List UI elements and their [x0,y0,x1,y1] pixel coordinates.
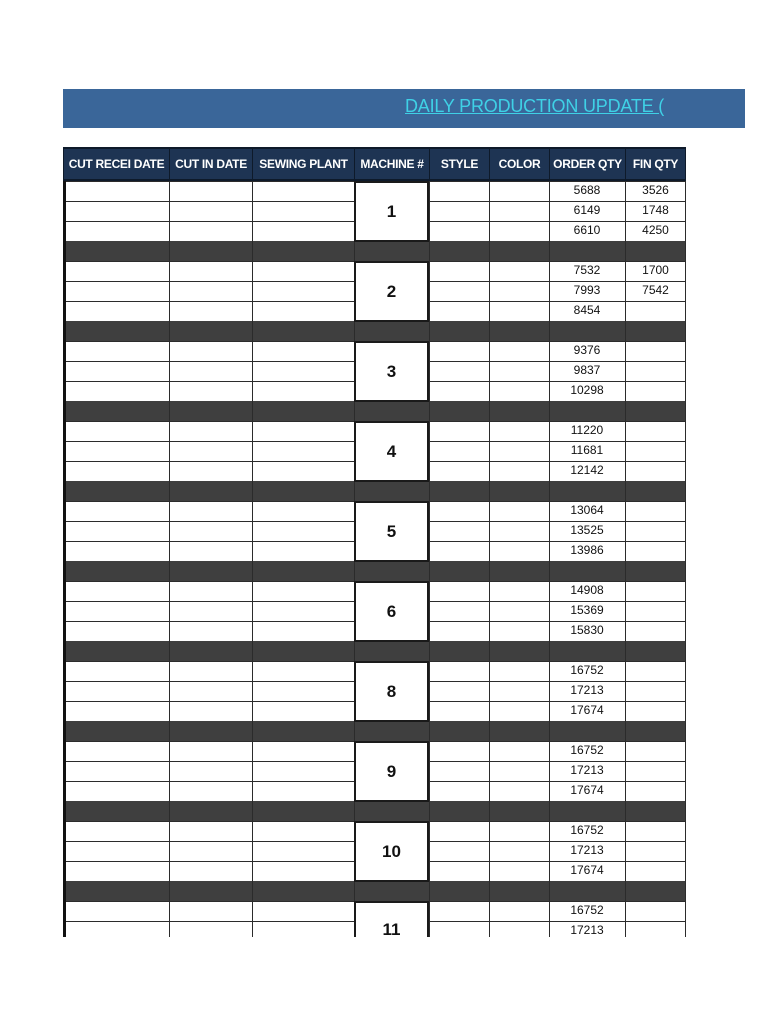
column-header: CUT RECEI DATE [63,147,169,181]
column-header: ORDER QTY [549,147,625,181]
order-qty-cell[interactable]: 17213 [570,843,604,857]
column-header: CUT IN DATE [169,147,252,181]
order-qty-cell[interactable]: 6610 [573,223,601,237]
order-qty-cell[interactable]: 7993 [573,283,601,297]
order-qty-cell[interactable]: 7532 [573,263,601,277]
fin-qty-cell[interactable] [625,361,686,381]
fin-qty-cell[interactable] [625,901,686,921]
fin-qty-cell[interactable] [625,701,686,721]
order-qty-cell[interactable]: 13525 [570,523,604,537]
machine-number-cell[interactable]: 9 [354,741,429,802]
order-qty-cell[interactable]: 9837 [573,363,601,377]
order-qty-cell[interactable]: 15369 [570,603,604,617]
group-separator-row [63,321,686,341]
order-qty-cell[interactable]: 11681 [570,443,604,457]
column-divider [685,181,686,937]
column-header: STYLE [429,147,489,181]
order-qty-cell[interactable]: 16752 [570,903,604,917]
fin-qty-cell[interactable]: 1700 [642,263,669,277]
fin-qty-cell[interactable] [625,441,686,461]
fin-qty-cell[interactable] [625,741,686,761]
production-table [63,147,686,937]
fin-qty-cell[interactable] [625,681,686,701]
order-qty-cell[interactable]: 17213 [570,923,604,937]
machine-number-cell[interactable]: 3 [354,341,429,402]
fin-qty-cell[interactable] [625,761,686,781]
order-qty-cell[interactable]: 13986 [570,543,604,557]
column-divider [625,181,626,937]
machine-number-cell[interactable]: 11 [354,901,429,937]
order-qty-cell[interactable]: 17213 [570,683,604,697]
fin-qty-cell[interactable] [625,501,686,521]
machine-number-cell[interactable]: 1 [354,181,429,242]
table-left-border [63,181,66,937]
group-separator-row [63,401,686,421]
machine-number-cell[interactable]: 6 [354,581,429,642]
column-divider [169,181,170,937]
order-qty-cell[interactable]: 8454 [573,303,601,317]
fin-qty-cell[interactable] [625,301,686,321]
fin-qty-cell[interactable]: 7542 [642,283,669,297]
fin-qty-cell[interactable] [625,861,686,881]
order-qty-cell[interactable]: 12142 [570,463,604,477]
machine-number-cell[interactable]: 8 [354,661,429,722]
column-divider [429,181,430,937]
order-qty-cell[interactable]: 5688 [573,183,601,197]
column-header: SEWING PLANT [252,147,354,181]
fin-qty-cell[interactable]: 3526 [642,183,669,197]
order-qty-cell[interactable]: 17213 [570,763,604,777]
fin-qty-cell[interactable] [625,841,686,861]
order-qty-cell[interactable]: 14908 [570,583,604,597]
machine-number-cell[interactable]: 10 [354,821,429,882]
group-separator-row [63,561,686,581]
title-bar [63,89,745,128]
fin-qty-cell[interactable] [625,381,686,401]
fin-qty-cell[interactable] [625,521,686,541]
fin-qty-cell[interactable] [625,921,686,937]
order-qty-cell[interactable]: 15830 [570,623,604,637]
fin-qty-cell[interactable] [625,421,686,441]
order-qty-cell[interactable]: 10298 [570,383,604,397]
column-header: FIN QTY [625,147,686,181]
fin-qty-cell[interactable] [625,581,686,601]
fin-qty-cell[interactable] [625,781,686,801]
machine-number-cell[interactable]: 5 [354,501,429,562]
column-divider [549,181,550,937]
fin-qty-cell[interactable] [625,821,686,841]
group-separator-row [63,881,686,901]
group-separator-row [63,641,686,661]
machine-number-cell[interactable]: 4 [354,421,429,482]
order-qty-cell[interactable]: 9376 [573,343,601,357]
fin-qty-cell[interactable] [625,621,686,641]
order-qty-cell[interactable]: 16752 [570,663,604,677]
order-qty-cell[interactable]: 17674 [570,783,604,797]
fin-qty-cell[interactable] [625,541,686,561]
column-divider [252,181,253,937]
fin-qty-cell[interactable]: 1748 [642,203,669,217]
sheet-title: DAILY PRODUCTION UPDATE ( [405,96,665,116]
order-qty-cell[interactable]: 17674 [570,863,604,877]
fin-qty-cell[interactable] [625,601,686,621]
order-qty-cell[interactable]: 17674 [570,703,604,717]
fin-qty-cell[interactable] [625,341,686,361]
group-separator-row [63,241,686,261]
order-qty-cell[interactable]: 13064 [570,503,604,517]
order-qty-cell[interactable]: 16752 [570,823,604,837]
group-separator-row [63,721,686,741]
fin-qty-cell[interactable] [625,661,686,681]
order-qty-cell[interactable]: 6149 [573,203,601,217]
group-separator-row [63,481,686,501]
column-divider [489,181,490,937]
group-separator-row [63,801,686,821]
fin-qty-cell[interactable] [625,461,686,481]
column-header: COLOR [489,147,549,181]
order-qty-cell[interactable]: 11220 [570,423,604,437]
column-header: MACHINE # [354,147,429,181]
machine-number-cell[interactable]: 2 [354,261,429,322]
order-qty-cell[interactable]: 16752 [570,743,604,757]
fin-qty-cell[interactable]: 4250 [642,223,669,237]
